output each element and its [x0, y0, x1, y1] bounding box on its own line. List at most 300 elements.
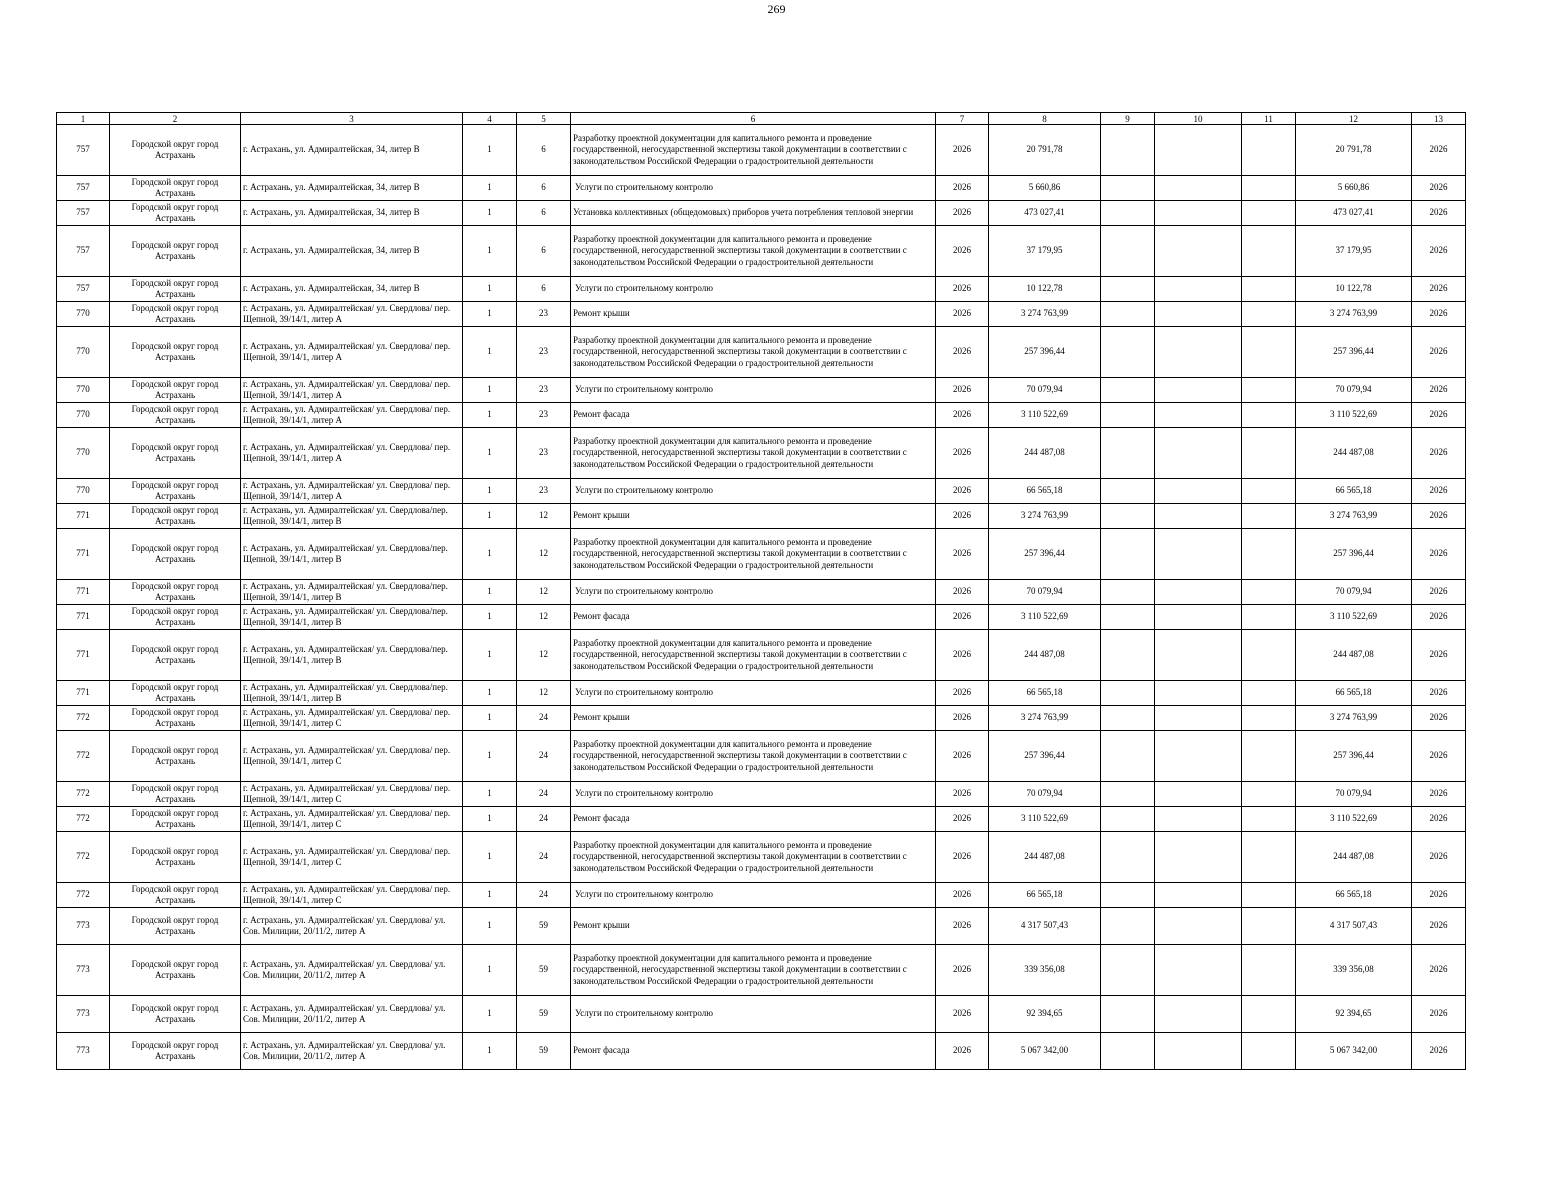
address-cell: г. Астрахань, ул. Адмиралтейская/ ул. Свердлова/ пер. Щепной, 39/14/1, литер С	[241, 706, 463, 731]
work-type-cell: Ремонт крыши	[571, 706, 936, 731]
total-cost-cell: 339 356,08	[989, 945, 1101, 996]
cell-10	[1155, 201, 1242, 226]
house-number-cell: 757	[57, 125, 110, 176]
cell-11	[1242, 580, 1296, 605]
address-cell: г. Астрахань, ул. Адмиралтейская/ ул. Свердлова/ ул. Сов. Милиции, 20/11/2, литер А	[241, 996, 463, 1033]
cell-10	[1155, 504, 1242, 529]
cell-4: 1	[463, 125, 517, 176]
cell-5: 59	[517, 945, 571, 996]
house-number-cell: 770	[57, 428, 110, 479]
cell-4: 1	[463, 378, 517, 403]
end-year-cell: 2026	[1412, 428, 1466, 479]
cell-11	[1242, 327, 1296, 378]
cell-10	[1155, 681, 1242, 706]
work-type-cell: Ремонт фасада	[571, 1033, 936, 1070]
municipality-cell: Городской округ город Астрахань	[110, 605, 241, 630]
address-cell: г. Астрахань, ул. Адмиралтейская/ ул. Свердлова/ пер. Щепной, 39/14/1, литер А	[241, 428, 463, 479]
address-cell: г. Астрахань, ул. Адмиралтейская/ ул. Свердлова/ пер. Щепной, 39/14/1, литер С	[241, 807, 463, 832]
total-cost-cell: 3 274 763,99	[989, 706, 1101, 731]
column-header: 4	[463, 113, 517, 125]
cell-5: 12	[517, 504, 571, 529]
total-cost-cell: 3 110 522,69	[989, 605, 1101, 630]
house-number-cell: 757	[57, 176, 110, 201]
cell-9	[1101, 908, 1155, 945]
cost-cell: 4 317 507,43	[1296, 908, 1412, 945]
total-cost-cell: 473 027,41	[989, 201, 1101, 226]
cell-9	[1101, 327, 1155, 378]
total-cost-cell: 66 565,18	[989, 883, 1101, 908]
cell-10	[1155, 706, 1242, 731]
end-year-cell: 2026	[1412, 529, 1466, 580]
work-type-cell: Ремонт фасада	[571, 403, 936, 428]
cell-11	[1242, 226, 1296, 277]
cell-5: 23	[517, 378, 571, 403]
cost-cell: 257 396,44	[1296, 731, 1412, 782]
cell-4: 1	[463, 226, 517, 277]
end-year-cell: 2026	[1412, 782, 1466, 807]
total-cost-cell: 3 110 522,69	[989, 807, 1101, 832]
cell-4: 1	[463, 731, 517, 782]
year-cell: 2026	[936, 807, 989, 832]
cost-cell: 37 179,95	[1296, 226, 1412, 277]
total-cost-cell: 257 396,44	[989, 327, 1101, 378]
table-row	[57, 403, 1466, 428]
cell-4: 1	[463, 428, 517, 479]
cell-5: 24	[517, 782, 571, 807]
house-number-cell: 772	[57, 706, 110, 731]
end-year-cell: 2026	[1412, 403, 1466, 428]
municipality-cell: Городской округ город Астрахань	[110, 630, 241, 681]
work-type-cell: Услуги по строительному контролю	[571, 883, 936, 908]
cell-11	[1242, 504, 1296, 529]
cell-4: 1	[463, 832, 517, 883]
municipality-cell: Городской округ город Астрахань	[110, 504, 241, 529]
total-cost-cell: 3 110 522,69	[989, 403, 1101, 428]
cost-cell: 473 027,41	[1296, 201, 1412, 226]
table-row	[57, 327, 1466, 378]
cell-5: 23	[517, 479, 571, 504]
municipality-cell: Городской округ город Астрахань	[110, 1033, 241, 1070]
cell-5: 23	[517, 403, 571, 428]
year-cell: 2026	[936, 681, 989, 706]
year-cell: 2026	[936, 277, 989, 302]
cost-cell: 3 274 763,99	[1296, 302, 1412, 327]
cell-11	[1242, 605, 1296, 630]
cell-10	[1155, 125, 1242, 176]
cell-10	[1155, 580, 1242, 605]
work-type-cell: Услуги по строительному контролю	[571, 580, 936, 605]
municipality-cell: Городской округ город Астрахань	[110, 302, 241, 327]
cost-cell: 5 067 342,00	[1296, 1033, 1412, 1070]
end-year-cell: 2026	[1412, 327, 1466, 378]
column-header: 7	[936, 113, 989, 125]
cell-9	[1101, 428, 1155, 479]
year-cell: 2026	[936, 378, 989, 403]
page-number: 269	[767, 2, 786, 16]
cell-9	[1101, 807, 1155, 832]
cell-4: 1	[463, 883, 517, 908]
house-number-cell: 770	[57, 403, 110, 428]
work-type-cell: Разработку проектной документации для капитального ремонта и проведение государственной, негосударственной экспертизы такой документации в соответствии с законодательством Российской Федерации о градостроительной деятельности	[571, 226, 936, 277]
end-year-cell: 2026	[1412, 479, 1466, 504]
cell-5: 24	[517, 706, 571, 731]
cell-10	[1155, 327, 1242, 378]
table-row	[57, 681, 1466, 706]
table-row	[57, 580, 1466, 605]
address-cell: г. Астрахань, ул. Адмиралтейская/ ул. Свердлова/ пер. Щепной, 39/14/1, литер А	[241, 403, 463, 428]
end-year-cell: 2026	[1412, 226, 1466, 277]
total-cost-cell: 92 394,65	[989, 996, 1101, 1033]
year-cell: 2026	[936, 883, 989, 908]
table-row	[57, 125, 1466, 176]
municipality-cell: Городской округ город Астрахань	[110, 883, 241, 908]
address-cell: г. Астрахань, ул. Адмиралтейская/ ул. Свердлова/ пер. Щепной, 39/14/1, литер А	[241, 302, 463, 327]
table-row	[57, 176, 1466, 201]
municipality-cell: Городской округ город Астрахань	[110, 996, 241, 1033]
cost-cell: 70 079,94	[1296, 782, 1412, 807]
cell-10	[1155, 945, 1242, 996]
table-row	[57, 807, 1466, 832]
end-year-cell: 2026	[1412, 378, 1466, 403]
work-type-cell: Услуги по строительному контролю	[571, 378, 936, 403]
table-row	[57, 605, 1466, 630]
cost-cell: 70 079,94	[1296, 580, 1412, 605]
cell-10	[1155, 731, 1242, 782]
table-row	[57, 529, 1466, 580]
column-header: 2	[110, 113, 241, 125]
table-row	[57, 731, 1466, 782]
house-number-cell: 772	[57, 782, 110, 807]
work-type-cell: Разработку проектной документации для капитального ремонта и проведение государственной, негосударственной экспертизы такой документации в соответствии с законодательством Российской Федерации о градостроительной деятельности	[571, 832, 936, 883]
cell-4: 1	[463, 529, 517, 580]
year-cell: 2026	[936, 832, 989, 883]
total-cost-cell: 5 660,86	[989, 176, 1101, 201]
cell-11	[1242, 403, 1296, 428]
address-cell: г. Астрахань, ул. Адмиралтейская/ ул. Свердлова/пер. Щепной, 39/14/1, литер В	[241, 605, 463, 630]
total-cost-cell: 66 565,18	[989, 681, 1101, 706]
total-cost-cell: 3 274 763,99	[989, 504, 1101, 529]
column-header: 8	[989, 113, 1101, 125]
end-year-cell: 2026	[1412, 605, 1466, 630]
end-year-cell: 2026	[1412, 681, 1466, 706]
cell-4: 1	[463, 782, 517, 807]
house-number-cell: 772	[57, 807, 110, 832]
house-number-cell: 771	[57, 630, 110, 681]
year-cell: 2026	[936, 403, 989, 428]
cell-9	[1101, 605, 1155, 630]
cell-11	[1242, 630, 1296, 681]
address-cell: г. Астрахань, ул. Адмиралтейская, 34, литер В	[241, 277, 463, 302]
cell-4: 1	[463, 605, 517, 630]
cell-5: 59	[517, 996, 571, 1033]
cell-5: 12	[517, 529, 571, 580]
table-row	[57, 378, 1466, 403]
total-cost-cell: 10 122,78	[989, 277, 1101, 302]
year-cell: 2026	[936, 605, 989, 630]
cost-cell: 20 791,78	[1296, 125, 1412, 176]
cell-10	[1155, 782, 1242, 807]
cell-10	[1155, 605, 1242, 630]
municipality-cell: Городской округ город Астрахань	[110, 403, 241, 428]
cost-cell: 3 110 522,69	[1296, 807, 1412, 832]
cell-5: 24	[517, 807, 571, 832]
cell-9	[1101, 125, 1155, 176]
cell-4: 1	[463, 706, 517, 731]
year-cell: 2026	[936, 504, 989, 529]
address-cell: г. Астрахань, ул. Адмиралтейская/ ул. Свердлова/ пер. Щепной, 39/14/1, литер А	[241, 479, 463, 504]
house-number-cell: 770	[57, 327, 110, 378]
house-number-cell: 773	[57, 945, 110, 996]
total-cost-cell: 244 487,08	[989, 832, 1101, 883]
total-cost-cell: 70 079,94	[989, 378, 1101, 403]
cell-9	[1101, 529, 1155, 580]
table-row	[57, 302, 1466, 327]
cell-5: 6	[517, 176, 571, 201]
cell-10	[1155, 1033, 1242, 1070]
cost-cell: 66 565,18	[1296, 883, 1412, 908]
work-type-cell: Установка коллективных (общедомовых) приборов учета потребления тепловой энергии	[571, 201, 936, 226]
cost-cell: 339 356,08	[1296, 945, 1412, 996]
cell-5: 12	[517, 630, 571, 681]
table-row	[57, 782, 1466, 807]
cell-9	[1101, 479, 1155, 504]
work-type-cell: Ремонт фасада	[571, 807, 936, 832]
cost-cell: 66 565,18	[1296, 479, 1412, 504]
column-number-row	[57, 113, 1466, 125]
cell-4: 1	[463, 630, 517, 681]
work-type-cell: Ремонт крыши	[571, 908, 936, 945]
municipality-cell: Городской округ город Астрахань	[110, 832, 241, 883]
cell-9	[1101, 504, 1155, 529]
house-number-cell: 772	[57, 883, 110, 908]
table-row	[57, 706, 1466, 731]
cell-4: 1	[463, 176, 517, 201]
total-cost-cell: 70 079,94	[989, 782, 1101, 807]
cell-5: 59	[517, 908, 571, 945]
work-type-cell: Услуги по строительному контролю	[571, 277, 936, 302]
year-cell: 2026	[936, 782, 989, 807]
cell-11	[1242, 908, 1296, 945]
house-number-cell: 772	[57, 731, 110, 782]
end-year-cell: 2026	[1412, 580, 1466, 605]
table-row	[57, 504, 1466, 529]
cost-cell: 5 660,86	[1296, 176, 1412, 201]
total-cost-cell: 3 274 763,99	[989, 302, 1101, 327]
address-cell: г. Астрахань, ул. Адмиралтейская/ ул. Свердлова/пер. Щепной, 39/14/1, литер В	[241, 681, 463, 706]
cell-11	[1242, 1033, 1296, 1070]
municipality-cell: Городской округ город Астрахань	[110, 428, 241, 479]
house-number-cell: 757	[57, 277, 110, 302]
house-number-cell: 771	[57, 605, 110, 630]
municipality-cell: Городской округ город Астрахань	[110, 529, 241, 580]
end-year-cell: 2026	[1412, 630, 1466, 681]
address-cell: г. Астрахань, ул. Адмиралтейская/ ул. Свердлова/ пер. Щепной, 39/14/1, литер А	[241, 327, 463, 378]
house-number-cell: 772	[57, 832, 110, 883]
address-cell: г. Астрахань, ул. Адмиралтейская/ ул. Свердлова/ пер. Щепной, 39/14/1, литер С	[241, 782, 463, 807]
municipality-cell: Городской округ город Астрахань	[110, 782, 241, 807]
cell-5: 6	[517, 201, 571, 226]
cell-5: 6	[517, 226, 571, 277]
year-cell: 2026	[936, 428, 989, 479]
municipality-cell: Городской округ город Астрахань	[110, 378, 241, 403]
column-header: 12	[1296, 113, 1412, 125]
cost-cell: 10 122,78	[1296, 277, 1412, 302]
end-year-cell: 2026	[1412, 908, 1466, 945]
municipality-cell: Городской округ город Астрахань	[110, 176, 241, 201]
address-cell: г. Астрахань, ул. Адмиралтейская, 34, литер В	[241, 125, 463, 176]
cell-11	[1242, 176, 1296, 201]
year-cell: 2026	[936, 908, 989, 945]
total-cost-cell: 66 565,18	[989, 479, 1101, 504]
cell-10	[1155, 529, 1242, 580]
work-type-cell: Ремонт крыши	[571, 504, 936, 529]
cell-10	[1155, 302, 1242, 327]
table-row	[57, 630, 1466, 681]
table-row	[57, 908, 1466, 945]
year-cell: 2026	[936, 529, 989, 580]
cell-11	[1242, 731, 1296, 782]
address-cell: г. Астрахань, ул. Адмиралтейская/ ул. Свердлова/ пер. Щепной, 39/14/1, литер А	[241, 378, 463, 403]
address-cell: г. Астрахань, ул. Адмиралтейская/ ул. Свердлова/пер. Щепной, 39/14/1, литер В	[241, 580, 463, 605]
house-number-cell: 773	[57, 1033, 110, 1070]
cell-10	[1155, 277, 1242, 302]
year-cell: 2026	[936, 201, 989, 226]
work-type-cell: Услуги по строительному контролю	[571, 176, 936, 201]
year-cell: 2026	[936, 302, 989, 327]
total-cost-cell: 5 067 342,00	[989, 1033, 1101, 1070]
end-year-cell: 2026	[1412, 807, 1466, 832]
address-cell: г. Астрахань, ул. Адмиралтейская/ ул. Свердлова/ пер. Щепной, 39/14/1, литер С	[241, 883, 463, 908]
municipality-cell: Городской округ город Астрахань	[110, 681, 241, 706]
cell-5: 12	[517, 580, 571, 605]
table-row	[57, 201, 1466, 226]
column-header: 3	[241, 113, 463, 125]
cell-10	[1155, 908, 1242, 945]
end-year-cell: 2026	[1412, 277, 1466, 302]
municipality-cell: Городской округ город Астрахань	[110, 277, 241, 302]
cell-4: 1	[463, 996, 517, 1033]
address-cell: г. Астрахань, ул. Адмиралтейская/ ул. Свердлова/пер. Щепной, 39/14/1, литер В	[241, 529, 463, 580]
year-cell: 2026	[936, 706, 989, 731]
end-year-cell: 2026	[1412, 302, 1466, 327]
table-row	[57, 1033, 1466, 1070]
total-cost-cell: 257 396,44	[989, 529, 1101, 580]
cell-10	[1155, 403, 1242, 428]
year-cell: 2026	[936, 226, 989, 277]
cell-11	[1242, 782, 1296, 807]
municipality-cell: Городской округ город Астрахань	[110, 327, 241, 378]
cost-cell: 70 079,94	[1296, 378, 1412, 403]
cost-cell: 3 274 763,99	[1296, 504, 1412, 529]
year-cell: 2026	[936, 630, 989, 681]
work-type-cell: Ремонт крыши	[571, 302, 936, 327]
house-number-cell: 770	[57, 302, 110, 327]
cell-5: 12	[517, 681, 571, 706]
cost-cell: 3 110 522,69	[1296, 605, 1412, 630]
column-header: 5	[517, 113, 571, 125]
cost-cell: 244 487,08	[1296, 832, 1412, 883]
work-type-cell: Ремонт фасада	[571, 605, 936, 630]
cell-4: 1	[463, 945, 517, 996]
cell-11	[1242, 883, 1296, 908]
column-header: 9	[1101, 113, 1155, 125]
cell-11	[1242, 479, 1296, 504]
cell-5: 6	[517, 277, 571, 302]
address-cell: г. Астрахань, ул. Адмиралтейская/ ул. Свердлова/пер. Щепной, 39/14/1, литер В	[241, 630, 463, 681]
year-cell: 2026	[936, 996, 989, 1033]
house-number-cell: 757	[57, 201, 110, 226]
cell-4: 1	[463, 327, 517, 378]
cell-11	[1242, 277, 1296, 302]
cell-4: 1	[463, 580, 517, 605]
house-number-cell: 771	[57, 504, 110, 529]
cell-11	[1242, 807, 1296, 832]
address-cell: г. Астрахань, ул. Адмиралтейская/ ул. Свердлова/пер. Щепной, 39/14/1, литер В	[241, 504, 463, 529]
cell-5: 12	[517, 605, 571, 630]
cell-4: 1	[463, 1033, 517, 1070]
cell-11	[1242, 681, 1296, 706]
year-cell: 2026	[936, 580, 989, 605]
table-row	[57, 277, 1466, 302]
cell-11	[1242, 706, 1296, 731]
work-type-cell: Разработку проектной документации для капитального ремонта и проведение государственной, негосударственной экспертизы такой документации в соответствии с законодательством Российской Федерации о градостроительной деятельности	[571, 125, 936, 176]
total-cost-cell: 244 487,08	[989, 428, 1101, 479]
cell-5: 24	[517, 731, 571, 782]
cell-4: 1	[463, 681, 517, 706]
end-year-cell: 2026	[1412, 883, 1466, 908]
house-number-cell: 773	[57, 908, 110, 945]
cell-9	[1101, 630, 1155, 681]
total-cost-cell: 4 317 507,43	[989, 908, 1101, 945]
cell-9	[1101, 996, 1155, 1033]
cell-4: 1	[463, 504, 517, 529]
cell-9	[1101, 782, 1155, 807]
cell-9	[1101, 706, 1155, 731]
end-year-cell: 2026	[1412, 731, 1466, 782]
cell-5: 59	[517, 1033, 571, 1070]
cell-5: 6	[517, 125, 571, 176]
cell-11	[1242, 302, 1296, 327]
cell-9	[1101, 201, 1155, 226]
cell-9	[1101, 378, 1155, 403]
cell-4: 1	[463, 201, 517, 226]
table-row	[57, 226, 1466, 277]
work-type-cell: Разработку проектной документации для капитального ремонта и проведение государственной, негосударственной экспертизы такой документации в соответствии с законодательством Российской Федерации о градостроительной деятельности	[571, 731, 936, 782]
year-cell: 2026	[936, 731, 989, 782]
cell-9	[1101, 832, 1155, 883]
cell-4: 1	[463, 277, 517, 302]
address-cell: г. Астрахань, ул. Адмиралтейская, 34, литер В	[241, 201, 463, 226]
cell-10	[1155, 428, 1242, 479]
cell-10	[1155, 226, 1242, 277]
address-cell: г. Астрахань, ул. Адмиралтейская/ ул. Свердлова/ пер. Щепной, 39/14/1, литер С	[241, 832, 463, 883]
end-year-cell: 2026	[1412, 832, 1466, 883]
cost-cell: 3 110 522,69	[1296, 403, 1412, 428]
work-type-cell: Услуги по строительному контролю	[571, 681, 936, 706]
address-cell: г. Астрахань, ул. Адмиралтейская, 34, литер В	[241, 176, 463, 201]
total-cost-cell: 37 179,95	[989, 226, 1101, 277]
house-number-cell: 771	[57, 580, 110, 605]
address-cell: г. Астрахань, ул. Адмиралтейская/ ул. Свердлова/ ул. Сов. Милиции, 20/11/2, литер А	[241, 1033, 463, 1070]
cell-9	[1101, 403, 1155, 428]
work-type-cell: Разработку проектной документации для капитального ремонта и проведение государственной, негосударственной экспертизы такой документации в соответствии с законодательством Российской Федерации о градостроительной деятельности	[571, 630, 936, 681]
end-year-cell: 2026	[1412, 176, 1466, 201]
total-cost-cell: 257 396,44	[989, 731, 1101, 782]
table-row	[57, 996, 1466, 1033]
cell-9	[1101, 226, 1155, 277]
address-cell: г. Астрахань, ул. Адмиралтейская/ ул. Свердлова/ ул. Сов. Милиции, 20/11/2, литер А	[241, 908, 463, 945]
cell-5: 24	[517, 832, 571, 883]
